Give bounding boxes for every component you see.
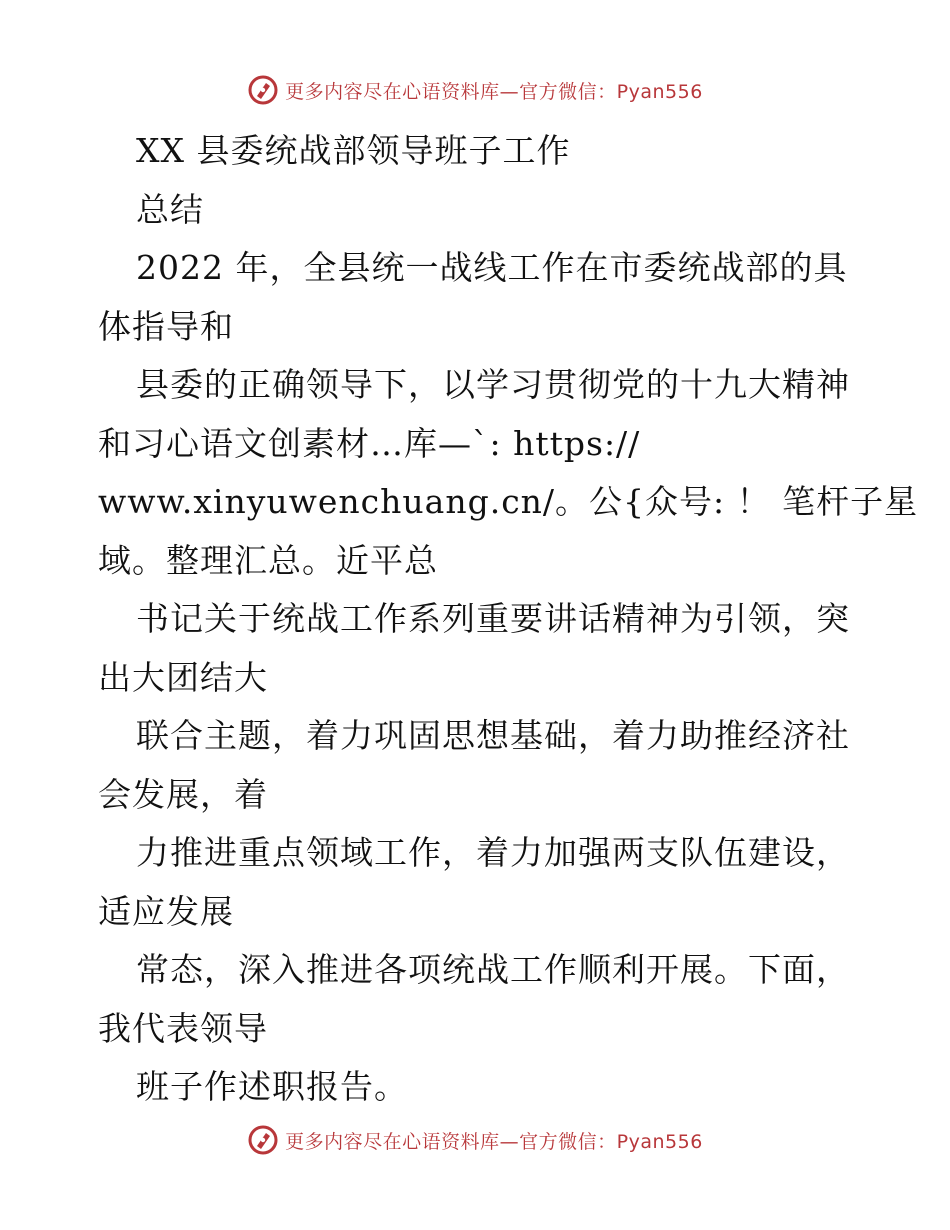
text-line: 县委的正确领导下，以学习贯彻党的十九大精神 [136, 365, 850, 404]
text-line: 和习心语文创素材…库—`: https:// [98, 423, 641, 463]
text-line: 适应发展 [98, 891, 234, 931]
footer-banner-text: 更多内容尽在心语资料库—官方微信：Pyan556 [285, 1130, 703, 1153]
text-line: XX 县委统战部领导班子工作 [136, 131, 571, 170]
text-line: 力推进重点领域工作，着力加强两支队伍建设， [136, 833, 850, 872]
text-line: 班子作述职报告。 [136, 1067, 408, 1106]
header-banner-content [247, 74, 703, 106]
text-line: 出大团结大 [98, 657, 268, 697]
text-line: 域。整理汇总。近平总 [98, 540, 438, 580]
text-line: www.xinyuwenchuang.cn/。公{众号: ！ 笔杆子星 [98, 482, 919, 521]
text-line: 我代表领导 [98, 1008, 268, 1048]
text-line: 常态，深入推进各项统战工作顺利开展。下面， [136, 950, 850, 989]
text-line: 会发展，着 [98, 774, 268, 814]
text-line: 总结 [136, 189, 204, 229]
pen-nib-logo-icon [247, 1124, 279, 1156]
text-line: 体指导和 [98, 306, 234, 346]
text-line: 联合主题，着力巩固思想基础，着力助推经济社 [136, 716, 850, 755]
text-line: 书记关于统战工作系列重要讲话精神为引领，突 [136, 599, 850, 638]
text-line: 2022 年，全县统一战线工作在市委统战部的具 [136, 248, 848, 287]
pen-nib-logo-icon [247, 74, 279, 106]
document-body [98, 122, 919, 1117]
footer-banner [0, 1120, 950, 1160]
footer-banner-content [247, 1124, 703, 1156]
header-banner [0, 70, 950, 110]
header-banner-text: 更多内容尽在心语资料库—官方微信：Pyan556 [285, 80, 703, 103]
